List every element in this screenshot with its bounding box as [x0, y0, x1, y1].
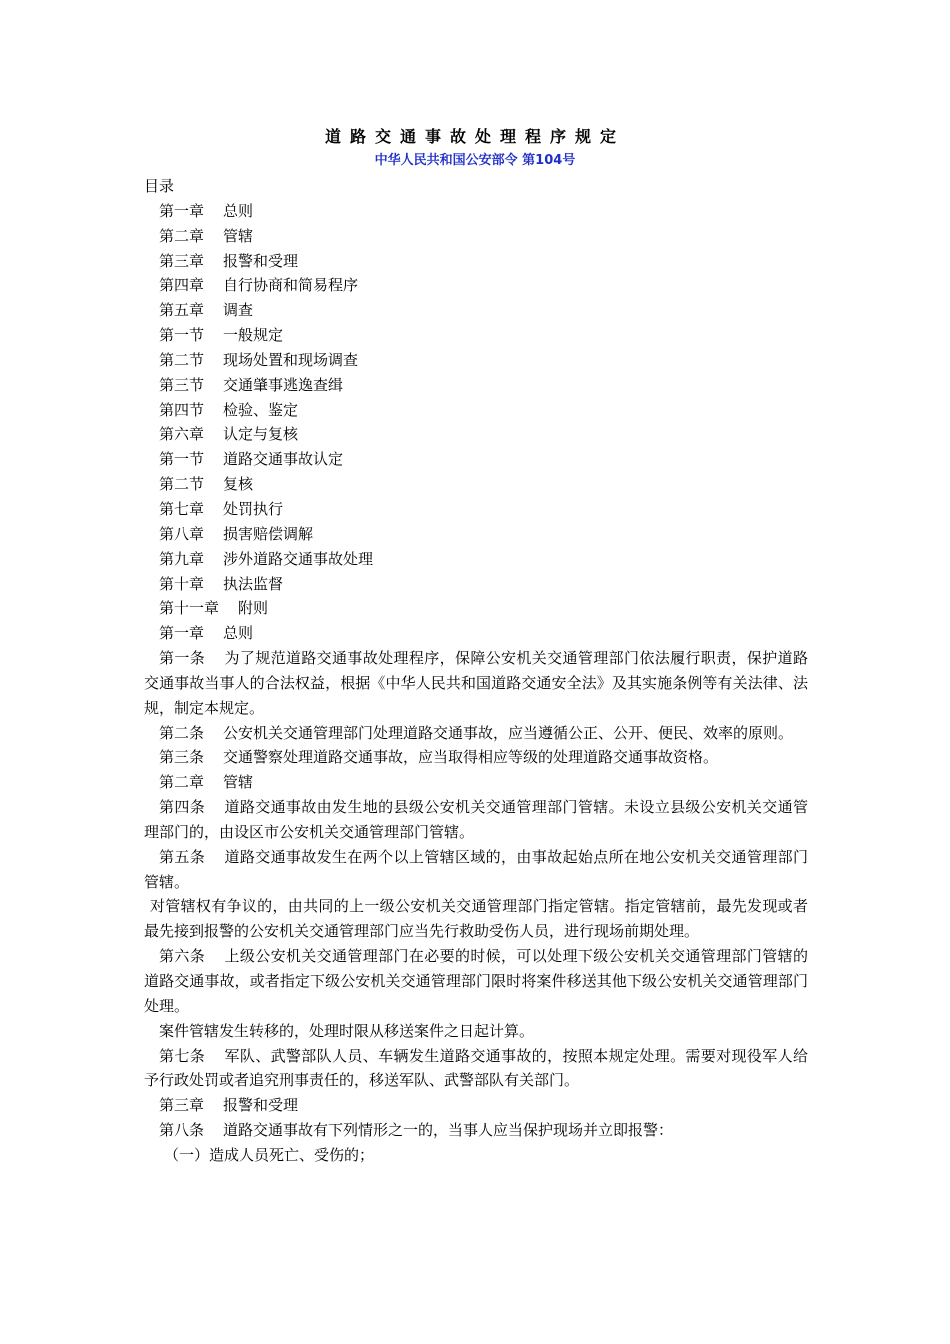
article-2: 第二条 公安机关交通管理部门处理道路交通事故，应当遵循公正、公开、便民、效率的原则。	[159, 723, 794, 742]
toc-item: 第八章 损害赔偿调解	[159, 524, 314, 543]
toc-item: 第九章 涉外道路交通事故处理	[159, 549, 374, 568]
article-5-paragraph-2: 对管辖权有争议的，由共同的上一级公安机关交通管理部门指定管辖。指定管辖前，最先发现或者最先接到报警的公安机关交通管理部门应当先行救助受伤人员，进行现场前期处理。	[144, 897, 808, 941]
toc-item: 第四章 自行协商和简易程序	[159, 276, 359, 295]
chapter-heading: 第二章 管辖	[159, 773, 254, 792]
chapter-heading: 第三章 报警和受理	[159, 1096, 299, 1115]
article-4: 第四条 道路交通事故由发生地的县级公安机关交通管理部门管辖。未设立县级公安机关交通管理部门的，由设区市公安机关交通管理部门管辖。	[144, 798, 808, 841]
toc-item: 第五章 调查	[159, 301, 254, 320]
toc-item: 第一节 道路交通事故认定	[159, 450, 344, 469]
toc-item: 第四节 检验、鉴定	[159, 400, 299, 419]
document-body	[144, 174, 808, 1168]
article-8: 第八条 道路交通事故有下列情形之一的，当事人应当保护现场并立即报警：	[159, 1121, 674, 1140]
chapter-heading: 第一章 总则	[159, 624, 254, 643]
toc-item: 第二节 现场处置和现场调查	[159, 350, 359, 369]
article-1: 第一条 为了规范道路交通事故处理程序，保障公安机关交通管理部门依法履行职责，保护道路交通事故当事人的合法权益，根据《中华人民共和国道路交通安全法》及其实施条例等有关法律、法规，制定本规定。	[144, 649, 808, 717]
toc-item: 第一节 一般规定	[159, 326, 284, 345]
toc-item: 第二节 复核	[159, 475, 254, 494]
toc-item: 第七章 处罚执行	[159, 499, 284, 518]
article-8-item-1: （一）造成人员死亡、受伤的；	[164, 1145, 375, 1164]
toc-item: 第三章 报警和受理	[159, 251, 299, 270]
document-title: 道路交通事故处理程序规定	[324, 127, 625, 146]
article-6-paragraph-2: 案件管辖发生转移的，处理时限从移送案件之日起计算。	[159, 1021, 535, 1040]
document-subtitle: 中华人民共和国公安部令 第104号	[374, 153, 576, 168]
table-of-contents	[144, 199, 808, 621]
toc-item: 第十一章 附则	[159, 599, 269, 618]
article-3: 第三条 交通警察处理道路交通事故，应当取得相应等级的处理道路交通事故资格。	[159, 748, 719, 767]
toc-heading: 目录	[144, 177, 175, 195]
toc-item: 第二章 管辖	[159, 226, 254, 245]
toc-item: 第一章 总则	[159, 201, 254, 220]
toc-item: 第十章 执法监督	[159, 574, 284, 593]
toc-item: 第六章 认定与复核	[159, 425, 299, 444]
article-5: 第五条 道路交通事故发生在两个以上管辖区域的，由事故起始点所在地公安机关交通管理部门管辖。	[144, 847, 808, 891]
toc-item: 第三节 交通肇事逃逸查缉	[159, 375, 344, 394]
article-6: 第六条 上级公安机关交通管理部门在必要的时候，可以处理下级公安机关交通管理部门管辖的道路交通事故，或者指定下级公安机关交通管理部门限时将案件移送其他下级公安机关交通管理部门处理。	[144, 947, 808, 1015]
article-7: 第七条 军队、武警部队人员、车辆发生道路交通事故的，按照本规定处理。需要对现役军人给予行政处罚或者追究刑事责任的，移送军队、武警部队有关部门。	[144, 1046, 808, 1090]
